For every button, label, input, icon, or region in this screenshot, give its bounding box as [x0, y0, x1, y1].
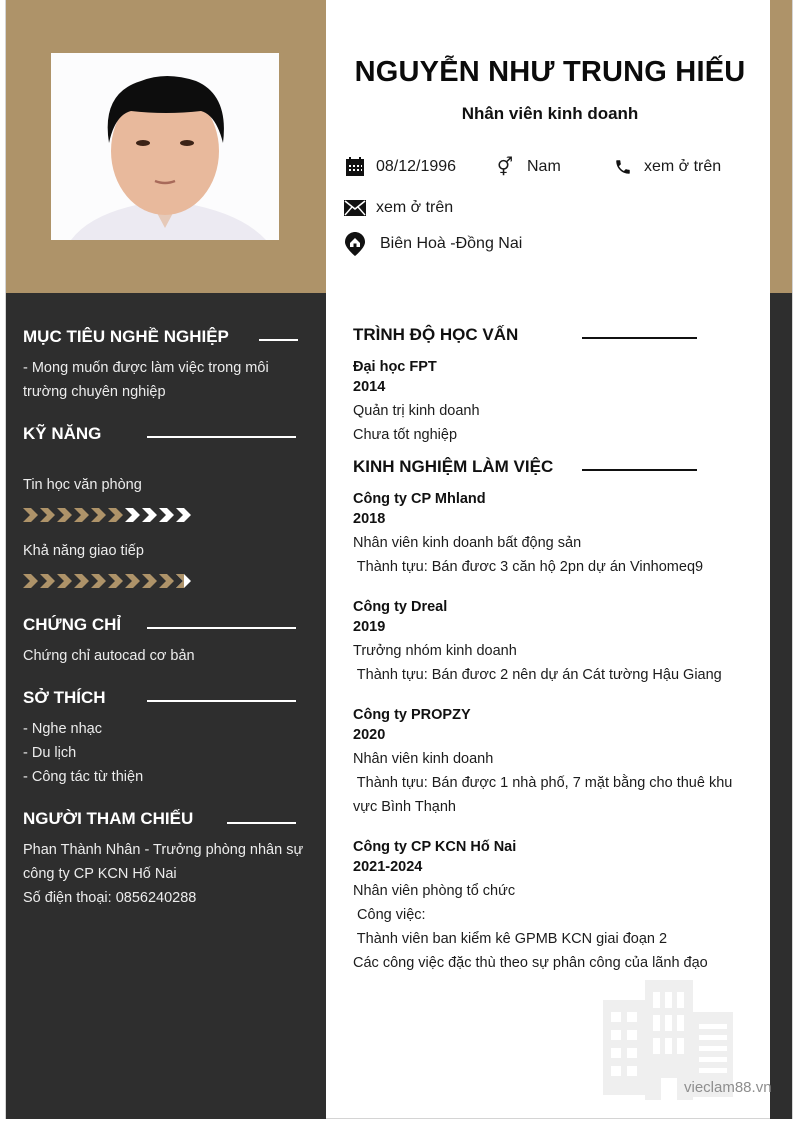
certificate-item: Chứng chỉ autocad cơ bản [23, 648, 195, 664]
job-title: Nhân viên kinh doanh [461, 104, 639, 123]
chevron-icon [23, 508, 39, 522]
skills-divider [147, 436, 296, 438]
objective-line: - Mong muốn được làm việc trong môi [23, 360, 269, 376]
chevron-icon [108, 508, 124, 522]
work-detail: vực Bình Thạnh [353, 799, 456, 815]
experience-divider [582, 469, 697, 471]
chevron-icon [74, 574, 90, 588]
chevron-icon [74, 508, 90, 522]
skill-label: Tin học văn phòng [23, 477, 142, 493]
watermark-text: vieclam88.vn [684, 1079, 772, 1096]
hobbies-divider [147, 700, 296, 702]
education-heading: TRÌNH ĐỘ HỌC VẤN [353, 325, 519, 344]
chevron-icon [159, 574, 175, 588]
experience-item [353, 597, 758, 687]
objective-text [23, 356, 269, 404]
chevron-icon [23, 574, 39, 588]
reference-line: Số điện thoại: 0856240288 [23, 890, 197, 906]
objective-heading: MỤC TIÊU NGHỀ NGHIỆP [23, 327, 229, 346]
chevron-icon [176, 508, 192, 522]
work-detail: Thành tựu: Bán được 1 nhà phố, 7 mặt bằng cho thuê khu [353, 775, 733, 791]
chevron-icon [159, 508, 175, 522]
location-pin-icon [344, 233, 366, 255]
work-detail: Trưởng nhóm kinh doanh [353, 643, 517, 659]
phone-icon [612, 156, 634, 178]
envelope-icon [344, 197, 366, 219]
experience-heading: KINH NGHIỆM LÀM VIỆC [353, 457, 554, 476]
education-item [353, 357, 758, 447]
calendar-icon [344, 156, 366, 178]
work-detail: Nhân viên phòng tổ chức [353, 883, 516, 899]
email-field [344, 197, 453, 219]
work-detail: Các công việc đặc thù theo sự phân công của lãnh đạo [353, 955, 708, 971]
skill-rating-bar [23, 508, 192, 522]
work-detail: Nhân viên kinh doanh bất động sản [353, 535, 582, 551]
work-year: 2019 [353, 619, 386, 635]
skill-label: Khả năng giao tiếp [23, 543, 144, 559]
skill-rating-bar [23, 574, 192, 588]
hobby-item: - Du lịch [23, 745, 77, 761]
objective-divider [259, 339, 298, 341]
chevron-icon [125, 508, 141, 522]
school-name: Đại học FPT [353, 359, 437, 375]
school-year: 2014 [353, 379, 386, 395]
company-name: Công ty CP KCN Hố Nai [353, 839, 517, 855]
experience-item [353, 837, 758, 975]
birthday-field [344, 156, 456, 178]
phone-value: xem ở trên [644, 158, 722, 175]
work-detail: Thành tựu: Bán đươc 2 nên dự án Cát tường Hậu Giang [353, 667, 722, 683]
phone-field [612, 156, 721, 178]
work-detail: Thành tựu: Bán đươc 3 căn hộ 2pn dự án Vinhomeq9 [353, 559, 704, 575]
address-field [344, 233, 522, 255]
gender-icon: ⚥ [496, 156, 514, 177]
candidate-name: NGUYỄN NHƯ TRUNG HIẾU [354, 56, 746, 88]
chevron-icon [125, 574, 141, 588]
work-year: 2020 [353, 727, 386, 743]
reference-line: công ty CP KCN Hố Nai [23, 866, 177, 882]
address-value: Biên Hoà -Đồng Nai [380, 235, 523, 252]
hobby-item: - Nghe nhạc [23, 721, 102, 737]
work-year: 2018 [353, 511, 386, 527]
chevron-icon [40, 508, 56, 522]
experience-item [353, 489, 758, 579]
references-divider [227, 822, 296, 824]
chevron-icon [91, 508, 107, 522]
company-name: Công ty Dreal [353, 599, 448, 615]
certificates-heading: CHỨNG CHỈ [23, 615, 122, 634]
chevron-icon [176, 574, 192, 588]
right-accent-strip-gold [770, 0, 792, 293]
chevron-icon [40, 574, 56, 588]
work-detail: Thành viên ban kiểm kê GPMB KCN giai đoạn 2 [353, 931, 668, 947]
avatar-portrait-icon [51, 53, 279, 240]
references-text [23, 838, 303, 910]
work-detail: Công việc: [353, 907, 426, 923]
hobby-item: - Công tác từ thiện [23, 769, 144, 785]
references-heading: NGƯỜI THAM CHIẾU [23, 809, 194, 828]
company-name: Công ty PROPZY [353, 707, 471, 723]
right-accent-strip-dark [770, 293, 792, 1119]
gender-field [493, 156, 561, 178]
chevron-icon [57, 574, 73, 588]
work-year: 2021-2024 [353, 859, 423, 875]
hobbies-list [23, 717, 143, 789]
school-status: Chưa tốt nghiệp [353, 427, 458, 443]
chevron-icon [57, 508, 73, 522]
education-divider [582, 337, 697, 339]
chevron-icon [142, 574, 158, 588]
company-name: Công ty CP Mhland [353, 491, 486, 507]
email-value: xem ở trên [376, 199, 454, 216]
profile-photo [51, 53, 279, 240]
gender-value: Nam [527, 158, 561, 175]
chevron-icon [142, 508, 158, 522]
certificates-divider [147, 627, 296, 629]
birthday-value: 08/12/1996 [376, 158, 457, 175]
chevron-icon [108, 574, 124, 588]
experience-item [353, 705, 758, 819]
work-detail: Nhân viên kinh doanh [353, 751, 494, 767]
school-major: Quản trị kinh doanh [353, 403, 480, 419]
skills-heading: KỸ NĂNG [23, 424, 102, 443]
objective-line: trường chuyên nghiệp [23, 384, 166, 400]
chevron-icon [91, 574, 107, 588]
hobbies-heading: SỞ THÍCH [23, 688, 106, 707]
reference-line: Phan Thành Nhân - Trưởng phòng nhân sự [23, 842, 304, 858]
